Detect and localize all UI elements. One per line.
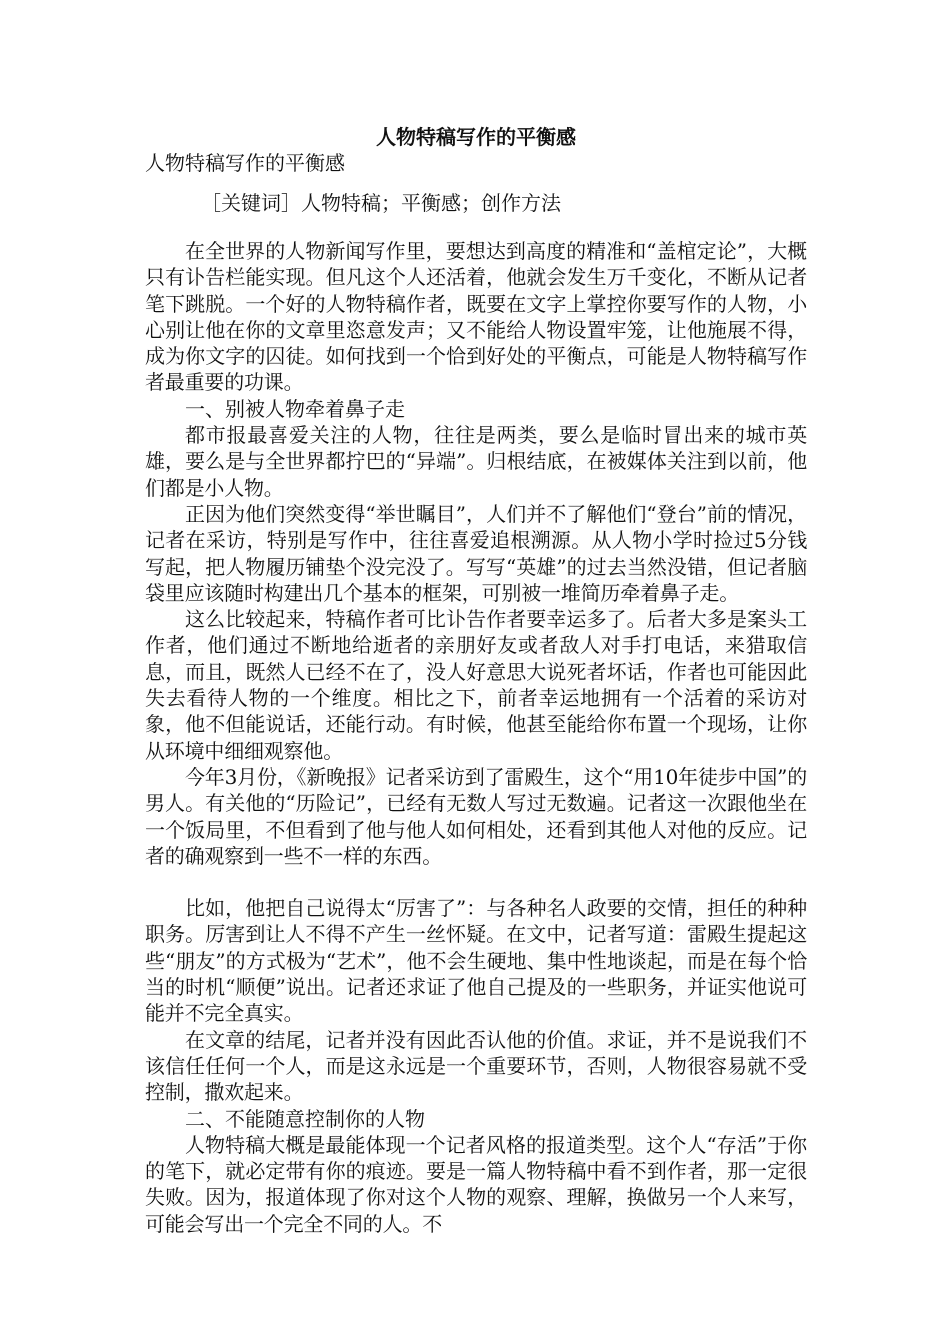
paragraph: 都市报最喜爱关注的人物，往往是两类，要么是临时冒出来的城市英雄，要么是与全世界都拧巴的“异端”。归根结底，在被媒体关注到以前，他们都是小人物。 bbox=[145, 423, 807, 500]
paragraph-intro: 在全世界的人物新闻写作里，要想达到高度的精准和“盖棺定论”，大概只有讣告栏能实现。但凡这个人还活着，他就会发生万千变化，不断从记者笔下跳脱。一个好的人物特稿作者，既要在文字上掌控你要写作的人物，小心别让他在你的文章里恣意发声；又不能给人物设置牢笼，让他施展不得，成为你文字的囚徒。如何找到一个恰到好处的平衡点，可能是人物特稿写作者最重要的功课。 bbox=[145, 239, 807, 395]
document-title: 人物特稿写作的平衡感 bbox=[376, 125, 576, 149]
paragraph: 今年3月份，《新晚报》记者采访到了雷殿生，这个“用10年徒步中国”的男人。有关他的“历险记”，已经有无数人写过无数遍。记者这一次跟他坐在一个饭局里，不但看到了他与他人如何相处，还看到其他人对他的反应。记者的确观察到一些不一样的东西。 bbox=[145, 764, 807, 868]
paragraph: 人物特稿大概是最能体现一个记者风格的报道类型。这个人“存活”于你的笔下，就必定带有你的痕迹。要是一篇人物特稿中看不到作者，那一定很失败。因为，报道体现了你对这个人物的观察、理解，换做另一个人来写，可能会写出一个完全不同的人。不 bbox=[145, 1132, 807, 1236]
document-page bbox=[145, 124, 807, 1237]
section-heading-2: 二、不能随意控制你的人物 bbox=[185, 1106, 425, 1131]
keywords-line: ［关键词］人物特稿；平衡感；创作方法 bbox=[201, 191, 561, 215]
section-heading-1: 一、别被人物牵着鼻子走 bbox=[185, 396, 405, 421]
paragraph: 正因为他们突然变得“举世瞩目”，人们并不了解他们“登台”前的情况，记者在采访，特别是写作中，往往喜爱追根溯源。从人物小学时捡过5分钱写起，把人物履历铺垫个没完没了。写写“英雄”的过去当然没错，但记者脑袋里应该随时构建出几个基本的框架，可别被一堆简历牵着鼻子走。 bbox=[145, 501, 807, 605]
document-subtitle: 人物特稿写作的平衡感 bbox=[145, 151, 345, 175]
paragraph: 在文章的结尾，记者并没有因此否认他的价值。求证，并不是说我们不该信任任何一个人，而是这永远是一个重要环节，否则，人物很容易就不受控制，撒欢起来。 bbox=[145, 1027, 807, 1105]
paragraph: 这么比较起来，特稿作者可比讣告作者要幸运多了。后者大多是案头工作者，他们通过不断地给逝者的亲朋好友或者敌人对手打电话，来猎取信息，而且，既然人已经不在了，没人好意思大说死者坏话，作者也可能因此失去看待人物的一个维度。相比之下，前者幸运地拥有一个活着的采访对象，他不但能说话，还能行动。有时候，他甚至能给你布置一个现场，让你从环境中细细观察他。 bbox=[145, 607, 807, 763]
paragraph: 比如，他把自己说得太“厉害了”：与各种名人政要的交情，担任的种种职务。厉害到让人不得不产生一丝怀疑。在文中，记者写道：雷殿生提起这些“朋友”的方式极为“艺术”，他不会生硬地、集中性地谈起，而是在每个恰当的时机“顺便”说出。记者还求证了他自己提及的一些职务，并证实他说可能并不完全真实。 bbox=[145, 896, 807, 1026]
